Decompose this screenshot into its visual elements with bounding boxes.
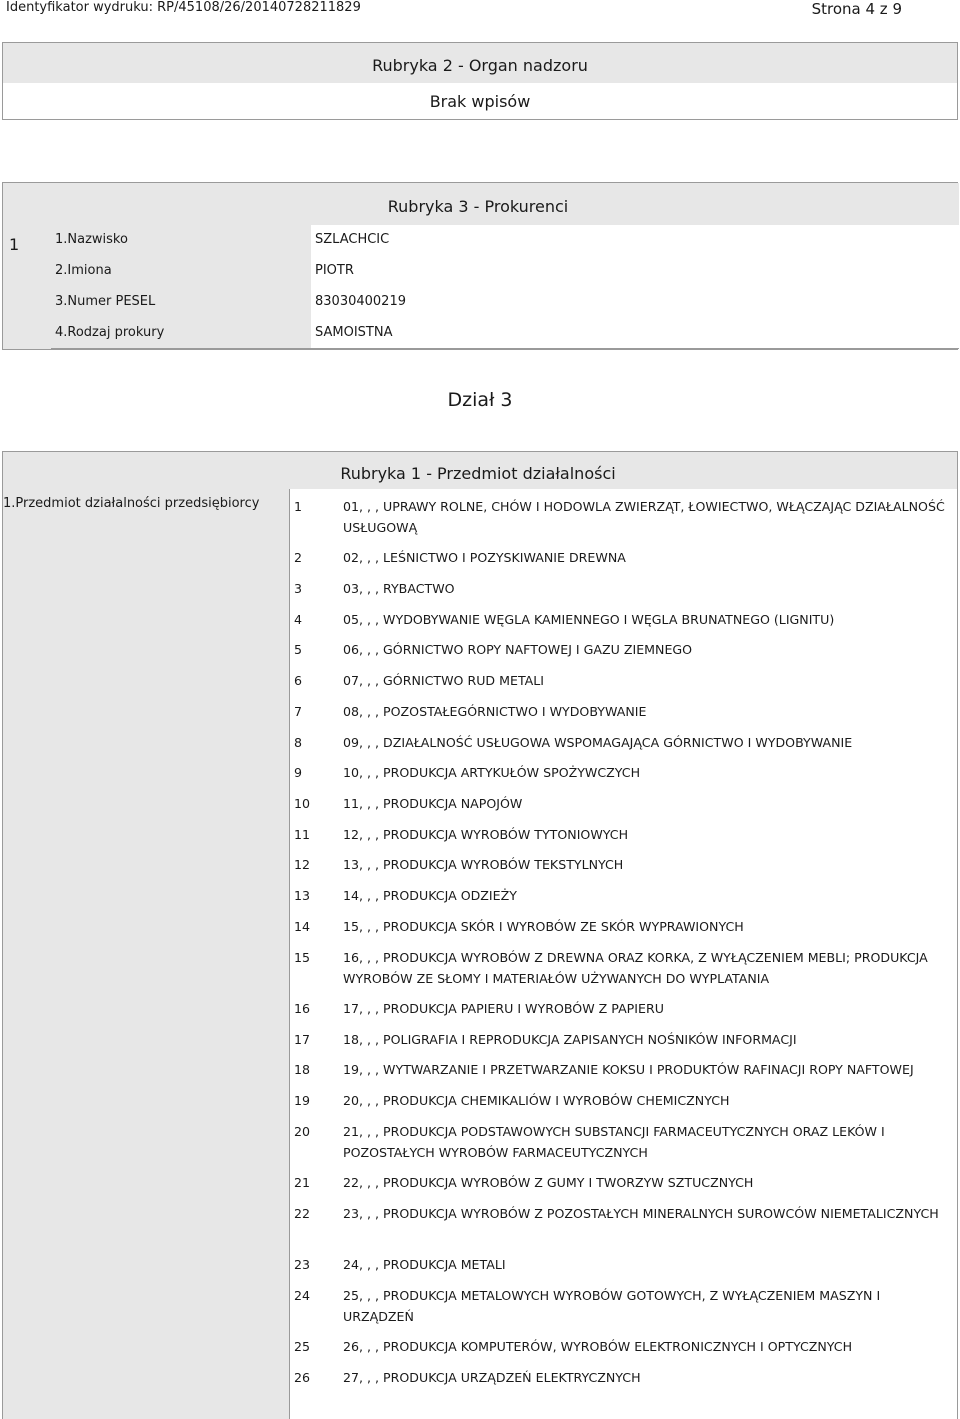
item-number: 3 — [294, 581, 303, 596]
field-value: SZLACHCIC — [315, 232, 390, 247]
rubryka1-title-bar — [2, 451, 958, 491]
field-label: 2.Imiona — [55, 263, 112, 278]
rubryka3-section — [2, 182, 958, 350]
item-text: 06, , , GÓRNICTWO ROPY NAFTOWEJ I GAZU ZIEMNEGO — [343, 642, 693, 657]
item-text: 26, , , PRODUKCJA KOMPUTERÓW, WYROBÓW ELEKTRONICZNYCH I OPTYCZNYCH — [343, 1339, 853, 1354]
prokurent-row — [3, 318, 957, 349]
item-number: 23 — [294, 1257, 311, 1272]
item-number: 7 — [294, 704, 303, 719]
rubryka2-title-bar — [2, 42, 958, 84]
item-number: 26 — [294, 1370, 311, 1385]
field-label: 4.Rodzaj prokury — [55, 325, 165, 340]
item-text: 19, , , WYTWARZANIE I PRZETWARZANIE KOKSU I PRODUKTÓW RAFINACJI ROPY NAFTOWEJ — [343, 1062, 914, 1077]
item-number: 17 — [294, 1032, 311, 1047]
item-number: 21 — [294, 1175, 311, 1190]
item-number: 19 — [294, 1093, 311, 1108]
item-number: 8 — [294, 735, 303, 750]
item-text: 12, , , PRODUKCJA WYROBÓW TYTONIOWYCH — [343, 827, 629, 842]
prokurent-row — [3, 225, 957, 256]
prokurent-row — [3, 256, 957, 287]
field-label: 1.Nazwisko — [55, 232, 128, 247]
item-number: 6 — [294, 673, 303, 688]
item-number: 2 — [294, 550, 303, 565]
item-number: 14 — [294, 919, 311, 934]
item-text: 08, , , POZOSTAŁEGÓRNICTWO I WYDOBYWANIE — [343, 704, 647, 719]
field-label: 3.Numer PESEL — [55, 294, 156, 309]
item-number: 1 — [294, 499, 303, 514]
prokurent-row — [3, 287, 957, 318]
section-label: 1.Przedmiot działalności przedsiębiorcy — [3, 496, 260, 511]
field-value: PIOTR — [315, 263, 354, 278]
item-number: 11 — [294, 827, 311, 842]
item-number: 16 — [294, 1001, 311, 1016]
item-number: 20 — [294, 1124, 311, 1139]
item-number: 13 — [294, 888, 311, 903]
item-text: 15, , , PRODUKCJA SKÓR I WYROBÓW ZE SKÓR WYPRAWIONYCH — [343, 919, 744, 934]
item-text: 14, , , PRODUKCJA ODZIEŻY — [343, 888, 517, 903]
page-number: Strona 4 z 9 — [811, 0, 902, 18]
prokurent-index: 1 — [9, 235, 20, 254]
item-text: 27, , , PRODUKCJA URZĄDZEŃ ELEKTRYCZNYCH — [343, 1370, 641, 1385]
rubryka2-empty-note: Brak wpisów — [429, 92, 531, 111]
rubryka2-body — [2, 83, 958, 120]
field-value: SAMOISTNA — [315, 325, 393, 340]
item-text: 22, , , PRODUKCJA WYROBÓW Z GUMY I TWORZYW SZTUCZNYCH — [343, 1175, 754, 1190]
activity-list — [290, 489, 957, 1419]
item-number: 18 — [294, 1062, 311, 1077]
item-text: 13, , , PRODUKCJA WYROBÓW TEKSTYLNYCH — [343, 857, 624, 872]
print-header — [0, 0, 960, 18]
item-text: 18, , , POLIGRAFIA I REPRODUKCJA ZAPISANYCH NOŚNIKÓW INFORMACJI — [343, 1032, 797, 1047]
rubryka1-title: Rubryka 1 - Przedmiot działalności — [340, 464, 616, 483]
item-number: 5 — [294, 642, 303, 657]
item-number: 25 — [294, 1339, 311, 1354]
rubryka3-title: Rubryka 3 - Prokurenci — [387, 197, 569, 216]
item-text: 25, , , PRODUKCJA METALOWYCH WYROBÓW GOTOWYCH, Z WYŁĄCZENIEM MASZYN I URZĄDZEŃ — [343, 1288, 881, 1324]
item-number: 22 — [294, 1206, 311, 1221]
print-id: Identyfikator wydruku: RP/45108/26/20140728211829 — [6, 0, 361, 15]
item-text: 09, , , DZIAŁALNOŚĆ USŁUGOWA WSPOMAGAJĄCA GÓRNICTWO I WYDOBYWANIE — [343, 735, 853, 750]
item-number: 10 — [294, 796, 311, 811]
item-text: 07, , , GÓRNICTWO RUD METALI — [343, 673, 545, 688]
item-text: 01, , , UPRAWY ROLNE, CHÓW I HODOWLA ZWIERZĄT, ŁOWIECTWO, WŁĄCZAJĄC DZIAŁALNOŚĆ USŁUGOWĄ — [343, 499, 945, 535]
item-number: 4 — [294, 612, 303, 627]
item-text: 03, , , RYBACTWO — [343, 581, 455, 596]
field-value: 83030400219 — [315, 294, 406, 309]
section-heading: Dział 3 — [447, 389, 513, 411]
item-text: 23, , , PRODUKCJA WYROBÓW Z POZOSTAŁYCH MINERALNYCH SUROWCÓW NIEMETALICZNYCH — [343, 1206, 939, 1221]
rubryka2-title: Rubryka 2 - Organ nadzoru — [372, 56, 588, 75]
item-text: 24, , , PRODUKCJA METALI — [343, 1257, 506, 1272]
item-text: 21, , , PRODUKCJA PODSTAWOWYCH SUBSTANCJI FARMACEUTYCZNYCH ORAZ LEKÓW I POZOSTAŁYCH WYROBÓW FARMACEUTYCZNYCH — [343, 1124, 885, 1160]
item-number: 9 — [294, 765, 303, 780]
item-text: 11, , , PRODUKCJA NAPOJÓW — [343, 796, 523, 811]
item-text: 10, , , PRODUKCJA ARTYKUŁÓW SPOŻYWCZYCH — [343, 765, 641, 780]
item-number: 12 — [294, 857, 311, 872]
item-text: 02, , , LEŚNICTWO I POZYSKIWANIE DREWNA — [343, 550, 626, 565]
item-number: 24 — [294, 1288, 311, 1303]
item-text: 17, , , PRODUKCJA PAPIERU I WYROBÓW Z PAPIERU — [343, 1001, 664, 1016]
section-label-cell — [3, 489, 290, 1419]
item-text: 20, , , PRODUKCJA CHEMIKALIÓW I WYROBÓW CHEMICZNYCH — [343, 1093, 730, 1108]
item-text: 16, , , PRODUKCJA WYROBÓW Z DREWNA ORAZ KORKA, Z WYŁĄCZENIEM MEBLI; PRODUKCJA WYROBÓW ZE SŁOMY I MATERIAŁÓW UŻYWANYCH DO WYPLATANIA — [343, 950, 928, 986]
item-text: 05, , , WYDOBYWANIE WĘGLA KAMIENNEGO I WĘGLA BRUNATNEGO (LIGNITU) — [343, 612, 835, 627]
item-number: 15 — [294, 950, 311, 965]
rubryka1-table — [2, 489, 958, 1419]
